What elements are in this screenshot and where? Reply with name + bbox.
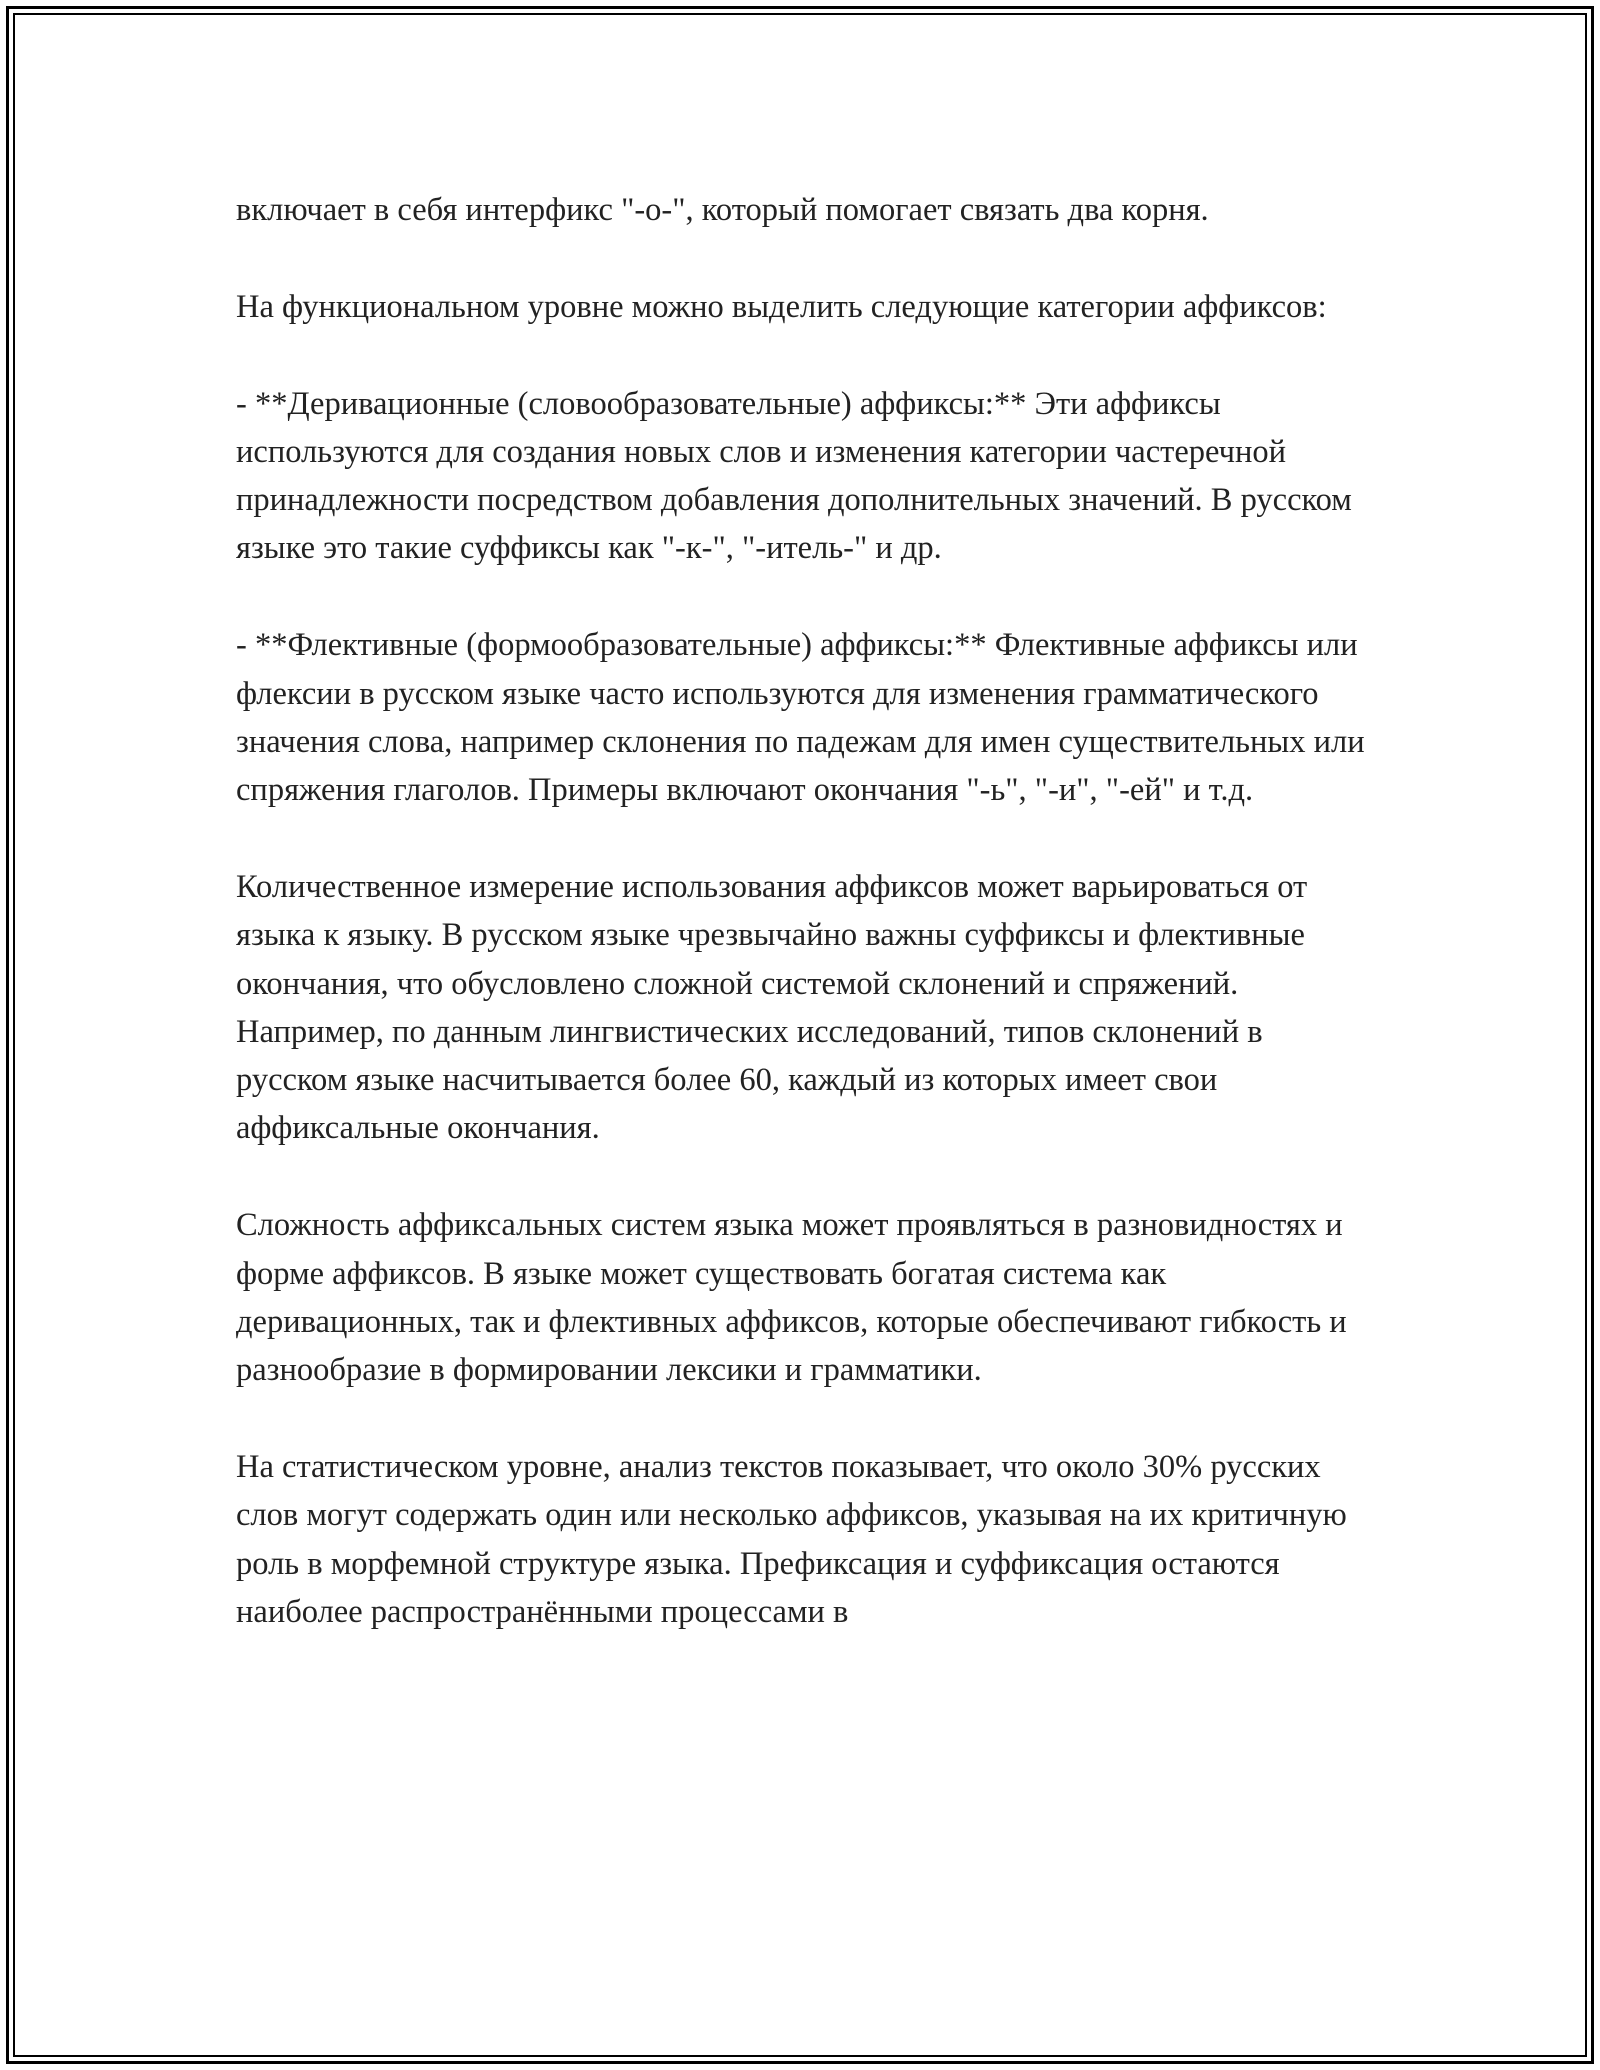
list-item-inflectional-affixes: - **Флективные (формообразовательные) аффиксы:** Флективные аффиксы или флексии в русском языке часто используются для изменения грамматического значения слова, например склонения по падежам для имен существительных или спряжения глаголов. Примеры включают окончания "-ь", "-и", "-ей" и т.д. bbox=[236, 627, 1365, 809]
paragraph-affix-system-complexity: Сложность аффиксальных систем языка может проявляться в разновидностях и форме аффиксов. В языке может существовать богатая система как деривационных, так и флективных аффиксов, которые обеспечивают гибкость и разнообразие в формировании лексики и грамматики. bbox=[236, 1207, 1347, 1389]
paragraph-statistical-level: На статистическом уровне, анализ текстов показывает, что около 30% русских слов могут содержать один или несколько аффиксов, указывая на их критичную роль в морфемной структуре языка. Префиксация и суффиксация остаются наиболее распространёнными процессами в bbox=[236, 1448, 1347, 1630]
paragraph-functional-categories: На функциональном уровне можно выделить следующие категории аффиксов: bbox=[236, 288, 1327, 325]
list-item-derivational-affixes: - **Деривационные (словообразовательные) аффиксы:** Эти аффиксы используются для создания новых слов и изменения категории частеречной принадлежности посредством добавления дополнительных значений. В русском языке это такие суффиксы как "-к-", "-итель-" и др. bbox=[236, 385, 1352, 567]
paragraph-quantitative-measurement: Количественное измерение использования аффиксов может варьироваться от языка к языку. В русском языке чрезвычайно важны суффиксы и флективные окончания, что обусловлено сложной системой склонений и спряжений. Например, по данным лингвистических исследований, типов склонений в русском языке насчитывается более 60, каждый из которых имеет свои аффиксальные окончания. bbox=[236, 868, 1308, 1147]
page-body bbox=[236, 186, 1372, 1685]
paragraph-interfix: включает в себя интерфикс "-о-", который помогает связать два корня. bbox=[236, 192, 1209, 228]
